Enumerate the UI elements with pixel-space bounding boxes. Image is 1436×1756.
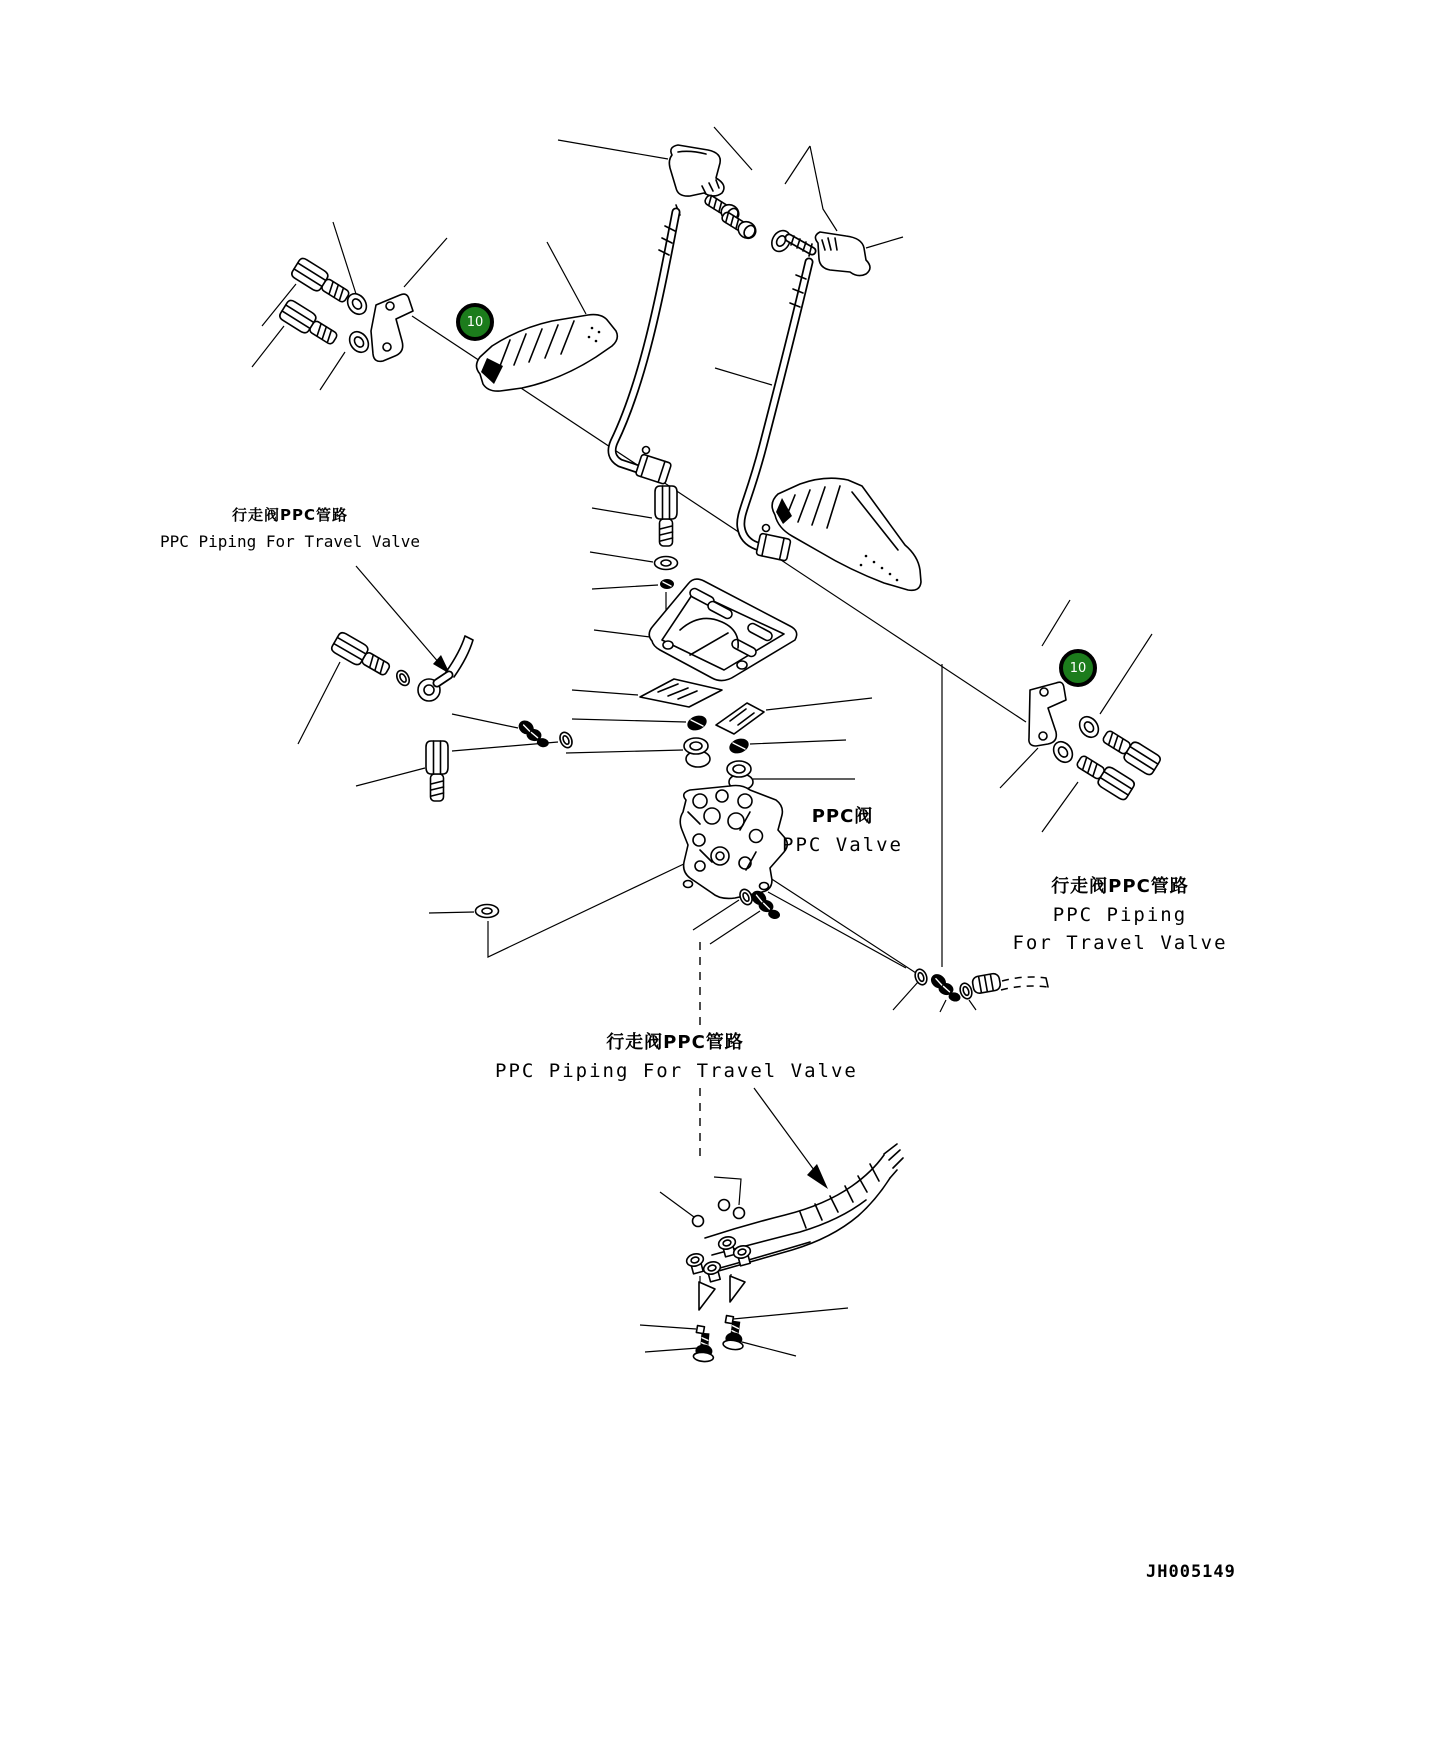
- label-piping-bottom-en: PPC Piping For Travel Valve: [495, 1060, 858, 1082]
- lower-left-bolt-group: [426, 741, 499, 918]
- label-piping-left: [140, 504, 440, 551]
- plug-2: [727, 736, 751, 756]
- label-piping-right-en2: For Travel Valve: [1012, 932, 1228, 954]
- label-ppc-valve-en: PPC Valve: [782, 834, 903, 856]
- hose-bundle: [640, 1144, 903, 1362]
- control-knob-right: [815, 232, 870, 276]
- label-piping-left-zh: 行走阀PPC管路: [232, 506, 348, 524]
- drawing-code: JH005149: [1146, 1562, 1236, 1582]
- callout-10-left-number: 10: [466, 314, 484, 330]
- cover-plate: [649, 579, 796, 680]
- label-ppc-valve-zh: PPC阀: [811, 806, 874, 827]
- bushing-1: [684, 738, 710, 767]
- label-ppc-valve: [765, 802, 920, 856]
- callout-10-right[interactable]: [1059, 649, 1097, 687]
- left-hose-fitting-group: [330, 631, 473, 701]
- callout-10-right-number: 10: [1069, 660, 1087, 676]
- callout-10-left[interactable]: [456, 303, 494, 341]
- mount-group-left: [278, 257, 413, 362]
- foot-pedal-left: [477, 315, 618, 392]
- label-piping-right-zh: 行走阀PPC管路: [1051, 876, 1189, 897]
- tread-plate-1: [640, 679, 722, 707]
- label-piping-bottom-zh: 行走阀PPC管路: [606, 1032, 744, 1053]
- foot-pedal-right: [772, 478, 921, 590]
- knob-nut-right: [768, 227, 812, 255]
- right-hose-fitting-group: [913, 968, 1048, 1003]
- label-piping-right: [1010, 872, 1230, 954]
- label-piping-left-en: PPC Piping For Travel Valve: [159, 532, 421, 551]
- label-piping-right-en1: PPC Piping: [1052, 904, 1188, 926]
- control-lever-left: [612, 205, 680, 484]
- control-knob-left: [669, 145, 724, 196]
- plug-1: [685, 713, 709, 733]
- tread-plate-2: [716, 703, 764, 734]
- knob-bolts-left: [702, 191, 759, 241]
- mount-group-right: [1029, 682, 1162, 801]
- label-piping-bottom: [495, 1028, 858, 1082]
